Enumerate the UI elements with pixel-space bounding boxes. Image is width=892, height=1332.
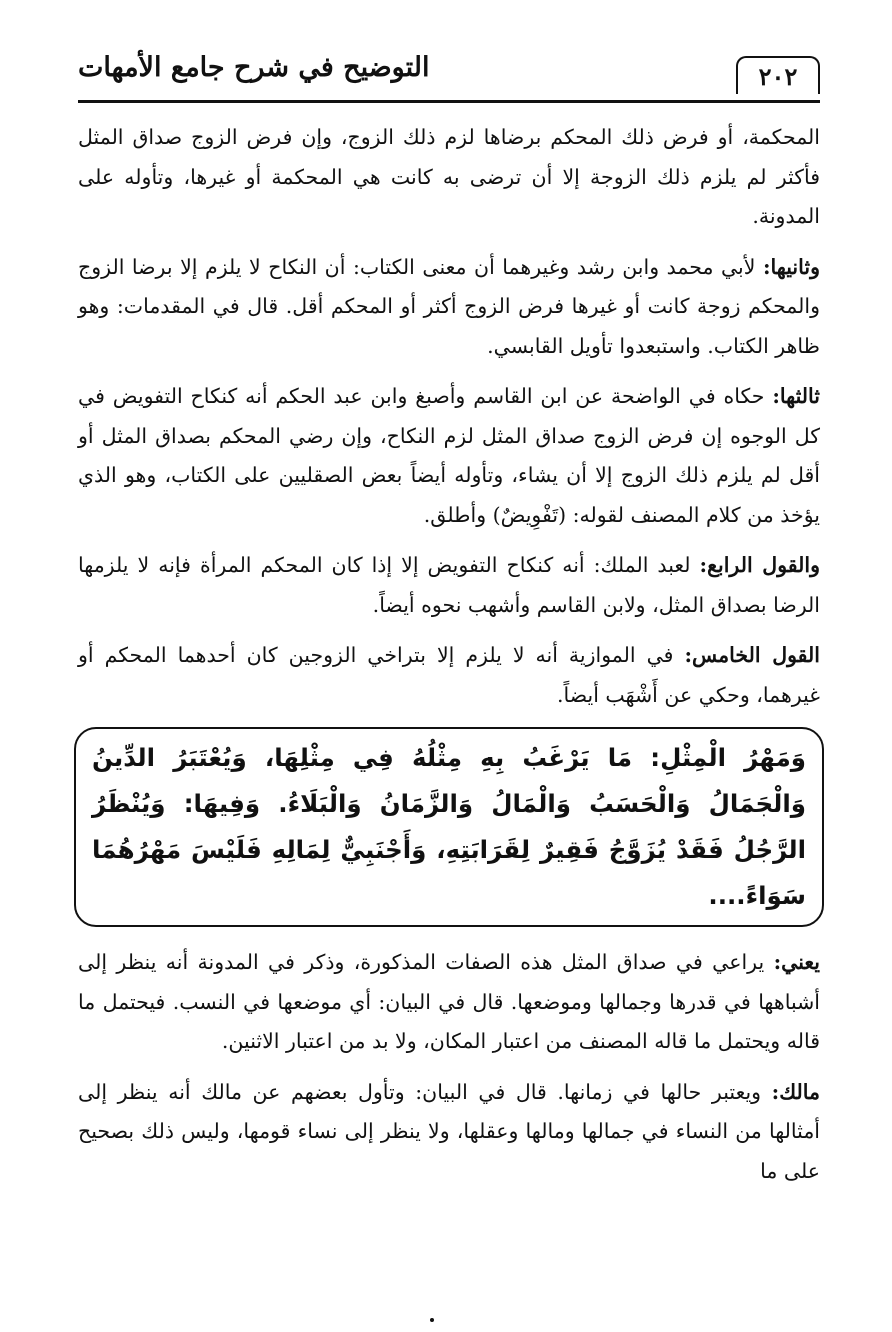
paragraph-lead: مالك: bbox=[771, 1079, 820, 1104]
paragraph-2 bbox=[78, 248, 820, 367]
paragraph-3 bbox=[78, 377, 820, 535]
paragraph-text: حكاه في الواضحة عن ابن القاسم وأصبغ وابن عبد الحكم أنه كنكاح التفويض في كل الوجوه إن فرض الزوج صداق المثل لزم النكاح، وإن رضي المحكم بصداق المثل أو أقل لم يلزم ذلك الزوج إلا أن يشاء، وتأوله أيضاً بعض الصقليين على الكتاب، وهو الذي يؤخذ من كلام المصنف لقوله: (تَفْوِيضٌ) وأطلق. bbox=[78, 384, 820, 527]
paragraph-text: المحكمة، أو فرض ذلك المحكم برضاها لزم ذلك الزوج، وإن فرض الزوج صداق المثل فأكثر لم يلزم ذلك الزوجة إلا أن ترضى به كانت هي المحكمة أو غيرها، وتأوله على المدونة. bbox=[78, 125, 821, 228]
paragraph-text: يراعي في صداق المثل هذه الصفات المذكورة، وذكر في المدونة أنه ينظر إلى أشباهها في قدرها وجمالها وموضعها. قال في البيان: أي موضعها في النسب. فيحتمل ما قاله ويحتمل ما قاله المصنف من اعتبار المكان، ولا بد من اعتبار الاثنين. bbox=[78, 950, 820, 1053]
paragraph-lead: ثالثها: bbox=[772, 384, 820, 408]
paragraph-lead: وثانيها: bbox=[762, 254, 820, 279]
page-header bbox=[78, 42, 820, 103]
paragraph-text: لعبد الملك: أنه كنكاح التفويض إلا إذا كان المحكم المرأة فإنه لا يلزمها الرضا بصداق المثل، ولابن القاسم وأشهب نحوه أيضاً. bbox=[78, 553, 820, 617]
paragraph-5 bbox=[78, 636, 820, 715]
paragraph-text: في الموازية أنه لا يلزم إلا بتراخي الزوجين كان أحدهما المحكم أو غيرهما، وحكي عن أَشْهَب أيضاً. bbox=[78, 643, 820, 707]
page-number: ٢٠٢ bbox=[736, 56, 820, 94]
paragraph-lead: والقول الرابع: bbox=[699, 553, 820, 577]
paragraph-4 bbox=[78, 546, 820, 625]
paragraph-lead: يعني: bbox=[773, 950, 820, 974]
matn-box: وَمَهْرُ الْمِثْلِ: مَا يَرْغَبُ بِهِ مِثْلُهُ فِي مِثْلِهَا، وَيُعْتَبَرُ الدِّينُ وَالْجَمَالُ وَالْحَسَبُ وَالْمَالُ وَالزَّمَانُ وَالْبَلَاءُ. وَفِيهَا: وَيُنْظَرُ الرَّجُلُ فَقَدْ يُزَوَّجُ فَقِيرٌ لِقَرَابَتِهِ، وَأَجْنَبِيٌّ لِمَالِهِ فَلَيْسَ مَهْرُهُمَا سَوَاءً.... bbox=[74, 727, 824, 927]
paragraph-7 bbox=[78, 1073, 820, 1192]
paragraph-lead: القول الخامس: bbox=[684, 643, 820, 667]
paragraph-text: ويعتبر حالها في زمانها. قال في البيان: وتأول بعضهم عن مالك أنه ينظر إلى أمثالها من النساء في جمالها ومالها وعقلها، ولا ينظر إلى نساء قومها، وليس ذلك بصحيح على ما bbox=[78, 1079, 820, 1183]
paragraph-6 bbox=[78, 943, 820, 1062]
footer-dot bbox=[430, 1318, 434, 1322]
running-title: التوضيح في شرح جامع الأمهات bbox=[78, 52, 430, 83]
paragraph-text: لأبي محمد وابن رشد وغيرهما أن معنى الكتاب: أن النكاح لا يلزم إلا برضا الزوج والمحكم زوجة كانت أو غيرها فرض الزوج أكثر أو المحكم أقل. قال في المقدمات: وهو ظاهر الكتاب. واستبعدوا تأويل القابسي. bbox=[78, 254, 820, 358]
paragraph-1 bbox=[78, 118, 820, 237]
page-body bbox=[78, 118, 820, 1202]
